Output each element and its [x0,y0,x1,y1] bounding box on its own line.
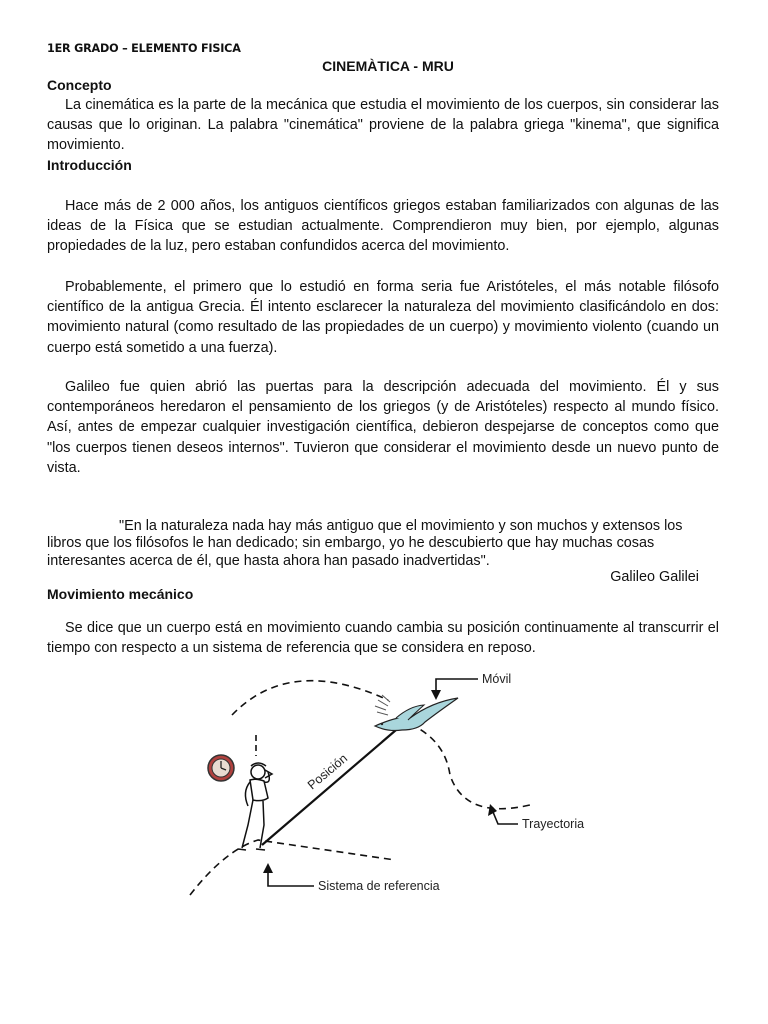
paragraph-intro-3: Galileo fue quien abrió las puertas para la descripción adecuada del movimiento. Él y sus contemporáneos heredaron el pensamiento de los griegos (y de Aristóteles) respecto al mundo físico. Así, antes de empezar cualquier investigación científica, debieron despejarse de conceptos como que "los cuerpos tienen deseos internos". Tuvieron que considerar el movimiento desde un nuevo punto de vista. [47,379,719,476]
paragraph-intro-1: Hace más de 2 000 años, los antiguos científicos griegos estaban familiarizados con algunas de las ideas de la Física que se estudian actualmente. Comprendieron muy bien, por ejemplo, algunas propiedades de la luz, pero estaban confundidos acerca del movimiento. [47,198,719,255]
motion-diagram [170,660,630,900]
pointer-movil [436,679,478,693]
heading-concepto: Concepto [47,77,112,93]
arrowhead-movil [431,690,441,700]
label-sistema-referencia: Sistema de referencia [318,879,440,893]
label-movil: Móvil [482,672,512,686]
paragraph-movimiento: Se dice que un cuerpo está en movimiento cuando cambia su posición continuamente al transcurrir el tiempo con respecto a un sistema de referencia que se considera en reposo. [47,620,719,657]
pointer-sistema [268,870,314,886]
trajectory-arc-top [232,681,388,715]
clock-icon [208,755,234,781]
heading-introduccion: Introducción [47,157,132,173]
label-posicion: Posición [304,751,351,793]
arrowhead-sistema [263,863,273,873]
position-vector [262,724,403,845]
paragraph-concepto: La cinemática es la parte de la mecánica que estudia el movimiento de los cuerpos, sin considerar las causas que lo originan. La palabra "cinemática" proviene de la palabra griega "kinema", que significa movimiento. [47,97,719,154]
arrowhead-trayectoria [488,804,497,816]
bird-icon [375,698,458,731]
heading-movimiento-mecanico: Movimiento mecánico [47,586,194,602]
grade-label: 1ER GRADO – ELEMENTO FISICA [47,42,241,55]
quote-author: Galileo Galilei [610,569,699,585]
observer-person-icon [238,763,272,850]
trajectory-curve [410,724,530,809]
page-title: CINEMÀTICA - MRU [322,58,454,74]
label-trayectoria: Trayectoria [522,817,585,831]
galileo-quote: "En la naturaleza nada hay más antiguo que el movimiento y son muchos y extensos los libros que los filósofos le han dedicado; sin embargo, yo he descubierto que hay muchas cosas interesantes acerca de él, que hasta ahora han pasado inadvertidas". [47,518,683,569]
paragraph-intro-2: Probablemente, el primero que lo estudió en forma seria fue Aristóteles, el más notable filósofo científico de la antigua Grecia. Él intento esclarecer la naturaleza del movimiento clasificándolo en dos: movimiento natural (como resultado de las propiedades de un cuerpo) y movimiento violento (cuando un cuerpo está sometido a una fuerza). [47,279,719,356]
pointer-trayectoria [493,812,518,824]
